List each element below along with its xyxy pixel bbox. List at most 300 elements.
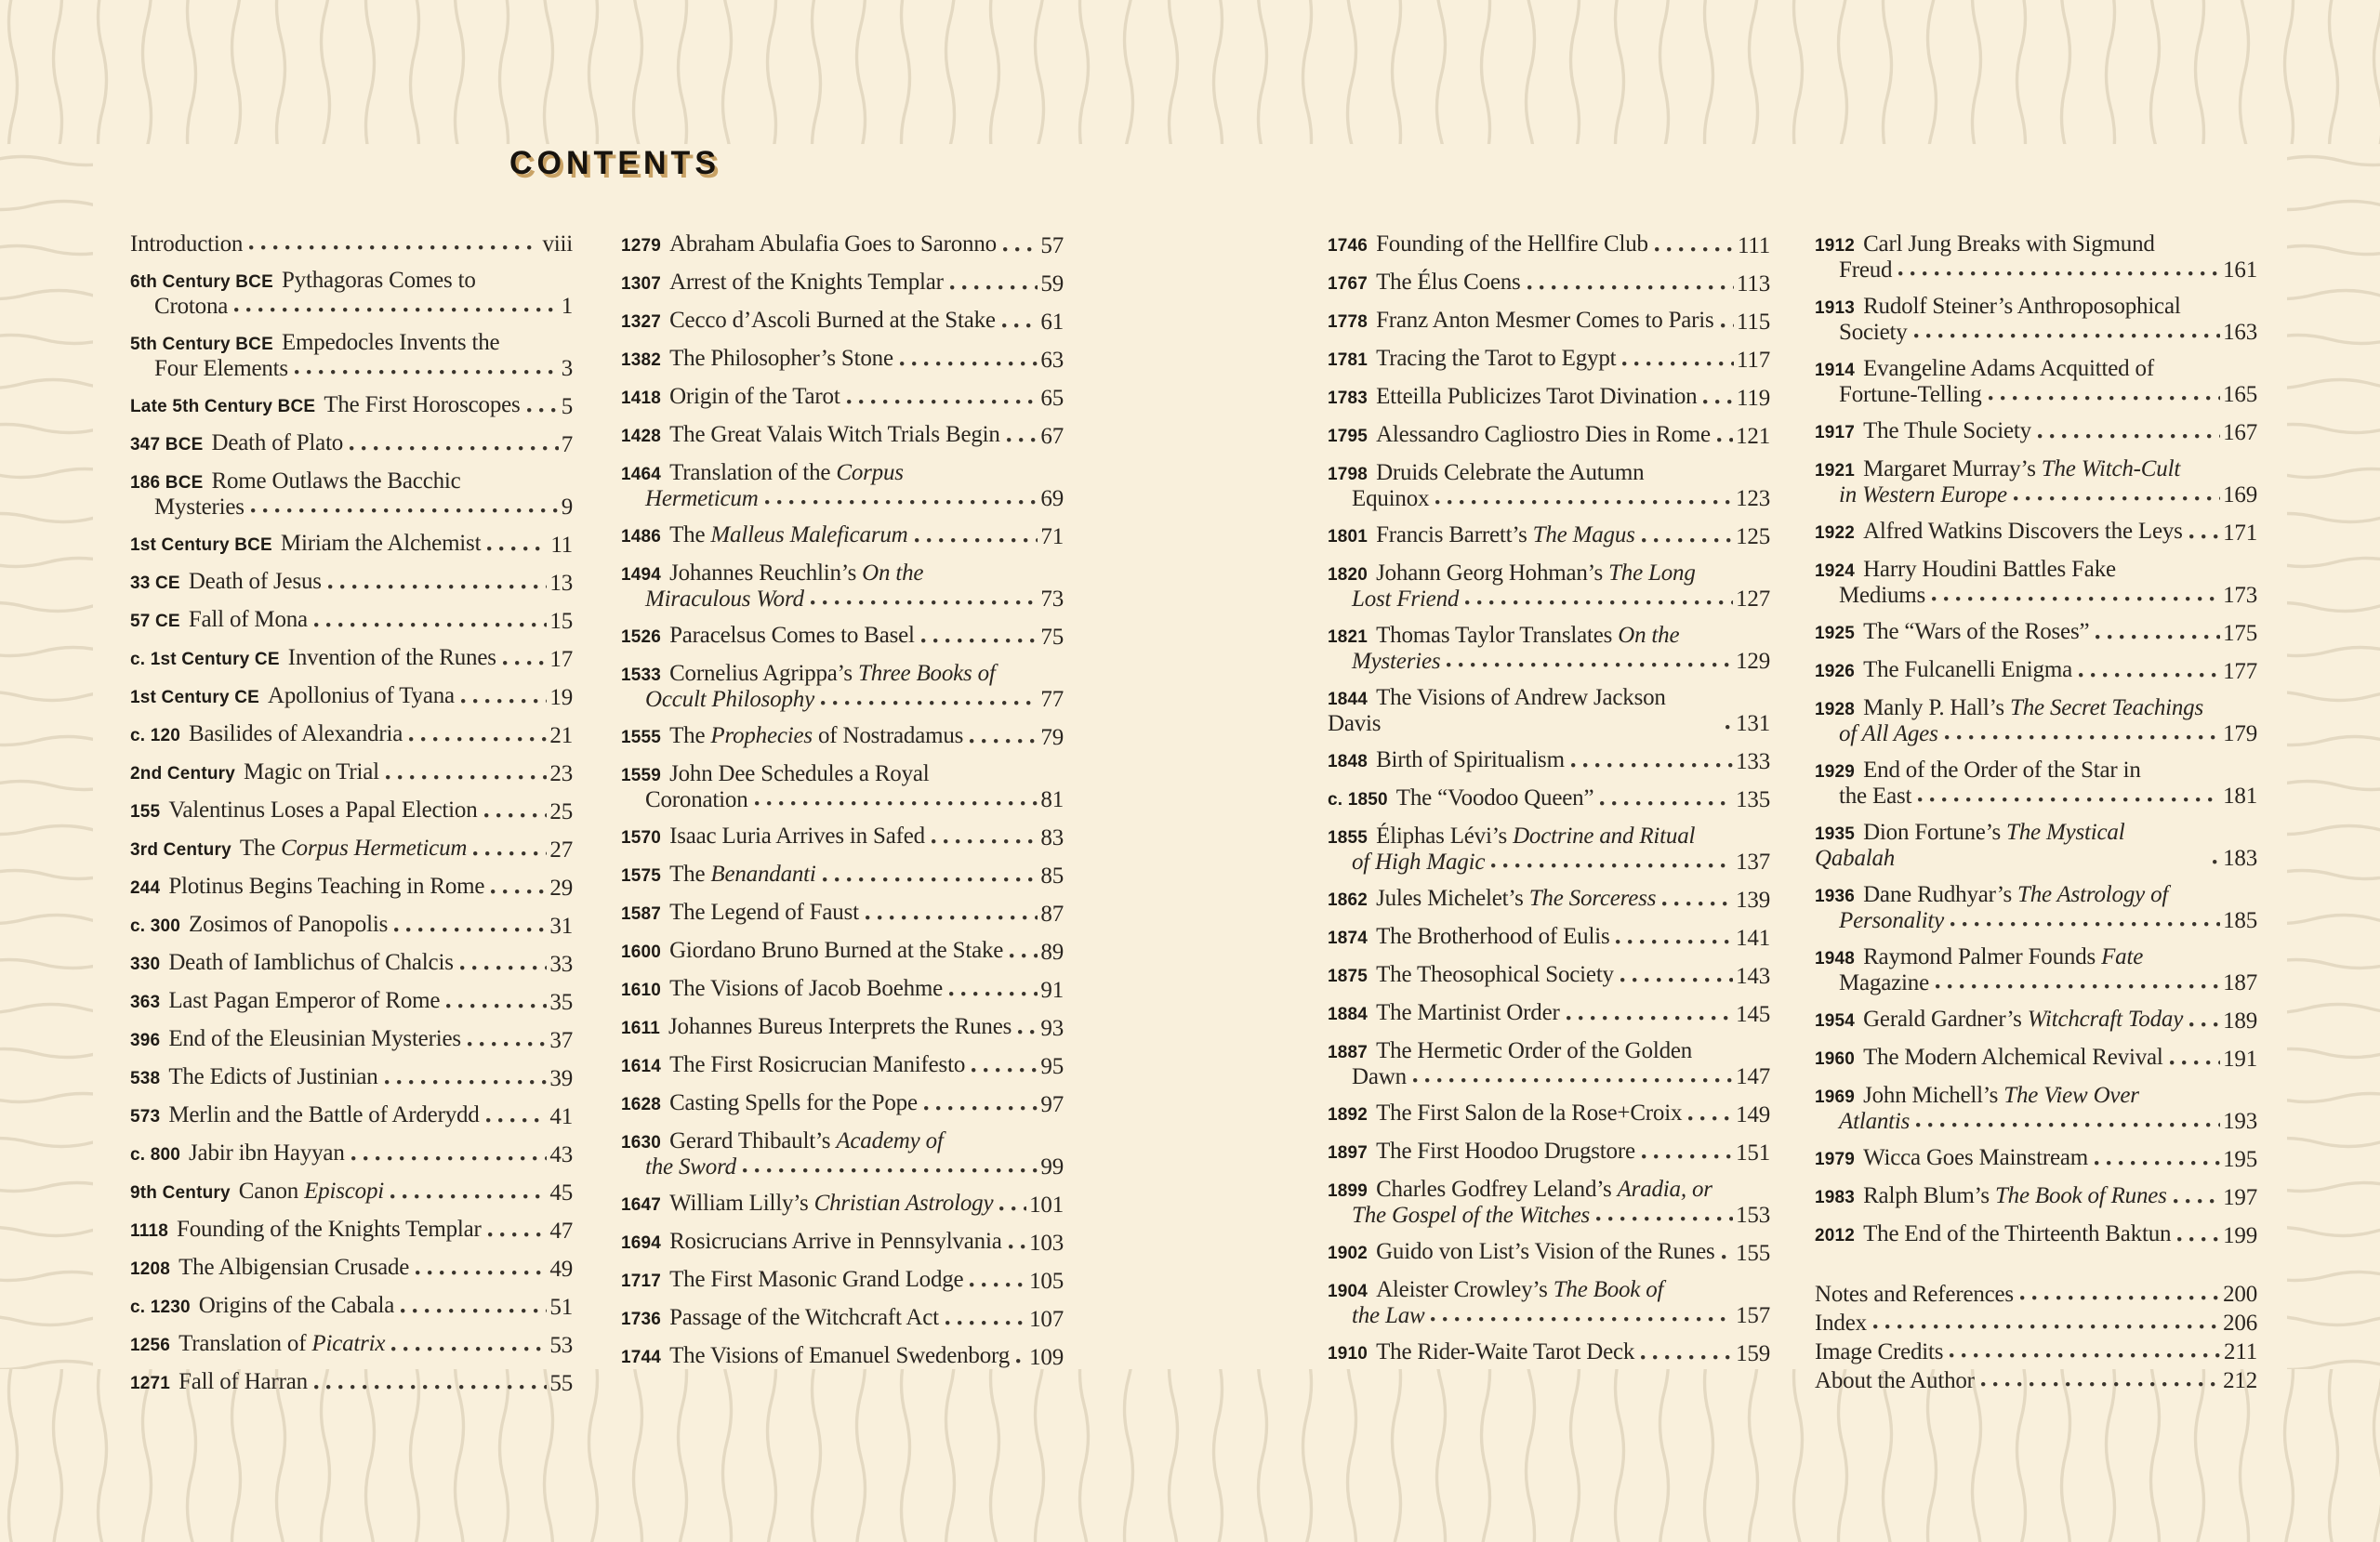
toc-entry-year: 1821: [1328, 627, 1368, 647]
toc-entry-year: 1736: [621, 1310, 662, 1329]
toc-entry: [1328, 1039, 1770, 1089]
dot-leader: [350, 433, 559, 457]
toc-entry-year: 1979: [1815, 1150, 1856, 1169]
toc-entry-year: 1954: [1815, 1011, 1856, 1031]
toc-entry-lastline: 1983 Ralph Blum’s The Book of Runes 197: [1815, 1183, 2257, 1210]
toc-entry: [130, 989, 573, 1015]
dot-leader: [1018, 1017, 1038, 1041]
page-number: 212: [2223, 1368, 2257, 1393]
dot-leader: [1016, 1346, 1026, 1370]
toc-entry-year: 1382: [621, 350, 662, 370]
toc-entry: [130, 570, 573, 596]
dot-leader: [1447, 650, 1733, 674]
toc-entry-lastline: Mediums 173: [1839, 583, 2257, 608]
page-number: 107: [1029, 1307, 1064, 1332]
dot-leader: [1010, 941, 1038, 965]
backmatter-entry: [1815, 1311, 2257, 1336]
page-number: 127: [1736, 586, 1770, 612]
dot-leader: [1641, 1342, 1733, 1366]
toc-entry: [1328, 824, 1770, 875]
page-number: 149: [1736, 1102, 1770, 1127]
toc-entry-year: 1935: [1815, 824, 1856, 844]
page-number: 119: [1737, 386, 1770, 411]
toc-entry: [130, 469, 573, 520]
toc-entry-lastline: 1848 Birth of Spiritualism 133: [1328, 747, 1770, 774]
toc-entry-lastline: Equinox 123: [1352, 486, 1770, 511]
page-number: 115: [1737, 310, 1770, 335]
toc-entry: [621, 423, 1064, 449]
toc-entry-lastline: 1587 The Legend of Faust 87: [621, 900, 1064, 927]
toc-entry: [621, 1015, 1064, 1041]
toc-entry: [1815, 1008, 2257, 1034]
dot-leader: [1527, 272, 1734, 297]
dot-leader: [2189, 1009, 2220, 1034]
toc-entry-year: 1533: [621, 666, 662, 685]
dot-leader: [1936, 971, 2220, 995]
dot-leader: [1571, 750, 1733, 774]
dot-leader: [401, 1296, 547, 1320]
page-number: 35: [549, 990, 573, 1015]
toc-entry-lastline: The Gospel of the Witches 153: [1352, 1203, 1770, 1228]
dot-leader: [1703, 387, 1734, 411]
dot-leader: [972, 1055, 1038, 1079]
dot-leader: [1950, 909, 2220, 933]
toc-entry-year: 1897: [1328, 1143, 1368, 1163]
dot-leader: [811, 587, 1038, 612]
toc-entry-lastline: 538 The Edicts of Justinian 39: [130, 1064, 573, 1091]
toc-entry-year: 1611: [621, 1019, 661, 1038]
toc-entry-year: 1256: [130, 1336, 171, 1355]
toc-entry-lastline: 1256 Translation of Picatrix 53: [130, 1331, 573, 1358]
toc-entry-year: 1559: [621, 766, 662, 785]
page-number: 21: [549, 723, 573, 748]
toc-entry: [1815, 620, 2257, 646]
dot-leader: [1989, 383, 2221, 407]
page-number: 171: [2223, 521, 2257, 546]
dot-leader: [1688, 1103, 1733, 1127]
dot-leader: [1642, 1141, 1733, 1166]
toc-entry-year: 1307: [621, 274, 662, 294]
toc-entry-lastline: 57 CE Fall of Mona 15: [130, 607, 573, 634]
toc-entry-lastline: c. 300 Zosimos of Panopolis 31: [130, 912, 573, 939]
dot-leader: [1981, 1369, 2220, 1393]
toc-entry-year: 1917: [1815, 423, 1856, 442]
toc-entry-line: 1912 Carl Jung Breaks with Sigmund: [1815, 231, 2155, 257]
toc-entry-lastline: 1862 Jules Michelet’s The Sorceress 139: [1328, 886, 1770, 913]
dot-leader: [1950, 1340, 2221, 1364]
toc-entry: [130, 1218, 573, 1244]
toc-entry-year: 1801: [1328, 527, 1368, 547]
toc-entry-lastline: Fortune-Telling 165: [1839, 382, 2257, 407]
toc-entry-year: c. 1850: [1328, 790, 1388, 810]
toc-entry: [621, 347, 1064, 373]
toc-entry-lastline: Dawn 147: [1352, 1064, 1770, 1089]
toc-entry-year: 396: [130, 1031, 161, 1050]
toc-entry: [130, 1180, 573, 1206]
toc-entry-lastline: 1884 The Martinist Order 145: [1328, 1000, 1770, 1027]
toc-entry: [1328, 461, 1770, 511]
toc-entry-year: 1555: [621, 728, 662, 747]
toc-entry-lastline: 1778 Franz Anton Mesmer Comes to Paris 115: [1328, 308, 1770, 335]
page-number: 191: [2223, 1047, 2257, 1072]
toc-entry: [621, 385, 1064, 411]
toc-entry: [130, 722, 573, 748]
page-number: 99: [1040, 1154, 1064, 1180]
page-number: 39: [549, 1066, 573, 1091]
toc-entry: [621, 624, 1064, 650]
dot-leader: [1932, 584, 2220, 608]
page-number: 53: [549, 1333, 573, 1358]
page-number: 189: [2223, 1008, 2257, 1034]
backmatter-entry: [1815, 1369, 2257, 1393]
dot-leader: [1600, 788, 1733, 812]
toc-entry-line: 1820 Johann Georg Hohman’s The Long: [1328, 560, 1696, 586]
toc-entry-line: 6th Century BCE Pythagoras Comes to: [130, 268, 476, 293]
toc-entry-year: 1844: [1328, 690, 1368, 709]
toc-entry-year: c. 800: [130, 1145, 181, 1165]
page-number: 49: [549, 1257, 573, 1282]
toc-entry-lastline: 1874 The Brotherhood of Eulis 141: [1328, 924, 1770, 951]
toc-entry-lastline: 1925 The “Wars of the Roses” 175: [1815, 619, 2257, 646]
page-number: 65: [1040, 386, 1064, 411]
toc-entry-year: 1969: [1815, 1087, 1856, 1107]
toc-entry: [621, 523, 1064, 549]
toc-entry: [1328, 624, 1770, 674]
page-number: 87: [1040, 902, 1064, 927]
page-number: 81: [1040, 787, 1064, 812]
toc-entry-year: c. 1st Century CE: [130, 650, 280, 669]
toc-entry: [621, 901, 1064, 927]
toc-entry: [130, 1103, 573, 1129]
dot-leader: [328, 572, 548, 596]
page-number: 69: [1040, 486, 1064, 511]
page-number: 67: [1040, 424, 1064, 449]
dot-leader: [487, 534, 548, 558]
toc-entry-lastline: 1570 Isaac Luria Arrives in Safed 83: [621, 824, 1064, 850]
page-number: 185: [2223, 908, 2257, 933]
toc-entry-year: 1795: [1328, 427, 1368, 446]
toc-entry-lastline: 1897 The First Hoodoo Drugstore 151: [1328, 1139, 1770, 1166]
dot-leader: [527, 395, 559, 419]
toc-entry-lastline: c. 120 Basilides of Alexandria 21: [130, 721, 573, 748]
toc-entry-year: 1912: [1815, 236, 1856, 256]
toc-entry: [1815, 1084, 2257, 1134]
toc-entry-lastline: 1600 Giordano Bruno Burned at the Stake 89: [621, 938, 1064, 965]
dot-leader: [1918, 784, 2220, 809]
page-number: 93: [1040, 1016, 1064, 1041]
toc-entry: [1815, 696, 2257, 746]
toc-entry-year: 1983: [1815, 1188, 1856, 1207]
toc-entry-lastline: 1892 The First Salon de la Rose+Croix 149: [1328, 1100, 1770, 1127]
toc-entry-year: 1922: [1815, 523, 1856, 543]
toc-entry-lastline: Personality 185: [1839, 908, 2257, 933]
toc-entry-year: 1744: [621, 1348, 662, 1367]
toc-entry-lastline: 1783 Etteilla Publicizes Tarot Divination 119: [1328, 384, 1770, 411]
toc-entry-year: 2nd Century: [130, 764, 236, 784]
toc-entry-year: 1327: [621, 312, 662, 332]
toc-entry-lastline: About the Author 212: [1815, 1368, 2257, 1393]
toc-entry: [621, 232, 1064, 258]
toc-entry-line: 1914 Evangeline Adams Acquitted of: [1815, 356, 2154, 381]
toc-entry-lastline: Introduction viii: [130, 231, 573, 257]
page-number: 9: [561, 494, 573, 520]
dot-leader: [1567, 1003, 1733, 1027]
toc-entry-lastline: 1954 Gerald Gardner’s Witchcraft Today 189: [1815, 1007, 2257, 1034]
toc-entry: [130, 331, 573, 381]
toc-entry-line: 1948 Raymond Palmer Founds Fate: [1815, 944, 2144, 969]
dot-leader: [949, 979, 1038, 1003]
page-number: 173: [2223, 583, 2257, 608]
toc-entry-year: 1855: [1328, 828, 1368, 848]
page-number: 133: [1736, 749, 1770, 774]
toc-entry-lastline: 1614 The First Rosicrucian Manifesto 95: [621, 1052, 1064, 1079]
toc-entry: [130, 232, 573, 257]
page-number: 37: [549, 1028, 573, 1053]
page-number: 43: [549, 1142, 573, 1167]
toc-entry-line: 1855 Éliphas Lévi’s Doctrine and Ritual: [1328, 824, 1696, 849]
toc-entry: [1815, 821, 2257, 871]
toc-entry-year: 1783: [1328, 389, 1368, 408]
dot-leader: [1914, 321, 2221, 345]
dot-leader: [461, 686, 547, 710]
toc-entry-lastline: Index 206: [1815, 1311, 2257, 1336]
page-number: 206: [2223, 1311, 2257, 1336]
toc-entry-year: 1647: [621, 1195, 662, 1215]
page-number: 85: [1040, 863, 1064, 889]
toc-entry-year: 1848: [1328, 752, 1368, 771]
dot-leader: [1622, 349, 1734, 373]
toc-entry: [130, 1332, 573, 1358]
dot-leader: [2213, 847, 2220, 871]
wave-pattern-right: [2287, 144, 2380, 1369]
toc-entry-line: 1924 Harry Houdini Battles Fake: [1815, 557, 2116, 582]
toc-entry-year: 330: [130, 955, 161, 974]
toc-entry-year: 1904: [1328, 1282, 1368, 1301]
page-number: 31: [549, 914, 573, 939]
page-number: 123: [1736, 486, 1770, 511]
page-number: 121: [1736, 424, 1770, 449]
toc-entry-year: 1874: [1328, 929, 1368, 948]
dot-leader: [921, 626, 1038, 650]
toc-entry-lastline: 1795 Alessandro Cagliostro Dies in Rome 121: [1328, 422, 1770, 449]
toc-entry: [1815, 1146, 2257, 1172]
toc-entry-lastline: 573 Merlin and the Battle of Arderydd 41: [130, 1102, 573, 1129]
page-number: 125: [1736, 524, 1770, 549]
dot-leader: [1003, 234, 1038, 258]
page-number: 105: [1029, 1269, 1064, 1294]
toc-entry: [621, 824, 1064, 850]
toc-entry: [1328, 232, 1770, 258]
toc-entry: [1328, 925, 1770, 951]
dot-leader: [460, 953, 548, 977]
toc-entry: [1815, 457, 2257, 507]
page-number: 183: [2223, 846, 2257, 871]
page-number: 163: [2223, 320, 2257, 345]
toc-entry: [1328, 1178, 1770, 1228]
page-number: 25: [549, 799, 573, 824]
toc-entry: [621, 1053, 1064, 1079]
dot-leader: [765, 487, 1038, 511]
toc-entry-lastline: 1271 Fall of Harran 55: [130, 1369, 573, 1396]
toc-entry: [130, 532, 573, 558]
toc-entry: [621, 939, 1064, 965]
toc-entry: [130, 684, 573, 710]
toc-entry: [1815, 357, 2257, 407]
toc-entry-lastline: the Sword 99: [645, 1154, 1064, 1180]
toc-entry-lastline: 1875 The Theosophical Society 143: [1328, 962, 1770, 989]
page-number: 47: [549, 1219, 573, 1244]
page-number: 57: [1040, 233, 1064, 258]
dot-leader: [488, 1219, 548, 1244]
toc-entry-line: 1494 Johannes Reuchlin’s On the: [621, 560, 924, 586]
toc-entry-year: 1464: [621, 465, 662, 484]
toc-entry: [130, 608, 573, 634]
toc-entry-year: 2012: [1815, 1226, 1856, 1245]
toc-entry: [130, 1256, 573, 1282]
page-number: 199: [2223, 1223, 2257, 1248]
toc-column-3: [1328, 232, 1770, 1408]
dot-leader: [2038, 421, 2220, 445]
page-number: 7: [561, 432, 573, 457]
toc-entry-lastline: 9th Century Canon Episcopi 45: [130, 1179, 573, 1206]
page-number: 177: [2223, 659, 2257, 684]
toc-entry-year: 1418: [621, 389, 662, 408]
toc-entry-lastline: Four Elements 3: [154, 356, 573, 381]
dot-leader: [1009, 1232, 1027, 1256]
dot-leader: [970, 726, 1038, 750]
toc-entry-lastline: the Law 157: [1352, 1303, 1770, 1328]
toc-entry: [621, 461, 1064, 511]
toc-entry: [1328, 523, 1770, 549]
toc-entry-lastline: 1717 The First Masonic Grand Lodge 105: [621, 1267, 1064, 1294]
page-number: 135: [1736, 787, 1770, 812]
toc-entry: [1815, 1184, 2257, 1210]
toc-entry: [1328, 270, 1770, 297]
toc-entry-year: c. 120: [130, 726, 181, 745]
toc-entry-year: 1936: [1815, 887, 1856, 906]
toc-entry-year: 1118: [130, 1221, 168, 1241]
dot-leader: [1722, 1242, 1734, 1266]
toc-entry: [1815, 758, 2257, 809]
toc-entry-year: 1778: [1328, 312, 1368, 332]
wave-pattern-left: [0, 144, 93, 1369]
toc-entry-line: 1887 The Hermetic Order of the Golden: [1328, 1038, 1693, 1063]
toc-entry-lastline: Atlantis 193: [1839, 1109, 2257, 1134]
dot-leader: [234, 295, 559, 319]
toc-entry-year: c. 1230: [130, 1298, 191, 1317]
toc-entry-year: 186 BCE: [130, 473, 204, 493]
toc-entry: [130, 875, 573, 901]
toc-entry-lastline: 1910 The Rider-Waite Tarot Deck 159: [1328, 1339, 1770, 1366]
page-number: 109: [1029, 1345, 1064, 1370]
toc-entry: [621, 1344, 1064, 1370]
toc-entry: [1328, 1001, 1770, 1027]
page-number: 79: [1040, 725, 1064, 750]
toc-entry: [621, 724, 1064, 750]
page-number: 95: [1040, 1054, 1064, 1079]
dot-leader: [416, 1258, 547, 1282]
toc-entry: [621, 977, 1064, 1003]
page-number: 45: [549, 1180, 573, 1206]
page-number: 55: [549, 1371, 573, 1396]
toc-entry-year: 1st Century CE: [130, 688, 260, 707]
dot-leader: [924, 1093, 1038, 1117]
dot-leader: [1726, 712, 1733, 736]
toc-entry: [1328, 561, 1770, 612]
toc-entry: [1328, 423, 1770, 449]
toc-entry-lastline: 1st Century CE Apollonius of Tyana 19: [130, 683, 573, 710]
toc-entry-line: 1559 John Dee Schedules a Royal: [621, 761, 930, 786]
toc-entry-year: 1279: [621, 236, 662, 256]
page-number: 113: [1737, 271, 1770, 297]
toc-entry: [621, 762, 1064, 812]
dot-leader: [950, 272, 1038, 297]
toc-entry: [1328, 748, 1770, 774]
toc-entry-year: 1884: [1328, 1005, 1368, 1024]
toc-entry-lastline: 244 Plotinus Begins Teaching in Rome 29: [130, 874, 573, 901]
dot-leader: [1662, 889, 1733, 913]
dot-leader: [295, 357, 559, 381]
dot-leader: [1642, 525, 1733, 549]
page-number: 181: [2223, 784, 2257, 809]
toc-entry: [1328, 1240, 1770, 1266]
toc-entry-lastline: Notes and References 200: [1815, 1282, 2257, 1307]
toc-entry-lastline: 1382 The Philosopher’s Stone 63: [621, 346, 1064, 373]
dot-leader: [2096, 622, 2220, 646]
toc-entry-lastline: 1208 The Albigensian Crusade 49: [130, 1255, 573, 1282]
toc-entry-lastline: 1327 Cecco d’Ascoli Burned at the Stake 61: [621, 308, 1064, 335]
dot-leader: [1717, 425, 1733, 449]
toc-entry-year: 155: [130, 802, 161, 822]
toc-entry-year: 1925: [1815, 624, 1856, 643]
toc-entry: [1815, 295, 2257, 345]
toc-entry: [130, 837, 573, 863]
page-number: 131: [1736, 711, 1770, 736]
toc-entry-year: 6th Century BCE: [130, 272, 273, 292]
toc-entry-lastline: 330 Death of Iamblichus of Chalcis 33: [130, 950, 573, 977]
dot-leader: [314, 1372, 547, 1396]
page-number: 97: [1040, 1092, 1064, 1117]
dot-leader: [945, 1308, 1026, 1332]
dot-leader: [2079, 660, 2220, 684]
page-number: 33: [549, 952, 573, 977]
toc-entry-year: 33 CE: [130, 573, 180, 593]
page-number: 71: [1040, 524, 1064, 549]
toc-entry-lastline: Occult Philosophy 77: [645, 687, 1064, 712]
page-number: 187: [2223, 970, 2257, 995]
toc-entry-lastline: 1844 The Visions of Andrew Jackson Davis 131: [1328, 685, 1770, 736]
backmatter-entry: [1815, 1283, 2257, 1307]
toc-entry-lastline: 1926 The Fulcanelli Enigma 177: [1815, 657, 2257, 684]
toc-entry: [1815, 520, 2257, 546]
toc-entry-lastline: Lost Friend 127: [1352, 586, 1770, 612]
dot-leader: [249, 232, 539, 257]
dot-leader: [900, 349, 1038, 373]
page-number: 165: [2223, 382, 2257, 407]
toc-entry-year: 1428: [621, 427, 662, 446]
toc-entry: [130, 798, 573, 824]
toc-entry: [621, 1129, 1064, 1180]
toc-entry-line: 1533 Cornelius Agrippa’s Three Books of: [621, 661, 996, 686]
toc-entry-lastline: 1935 Dion Fortune’s The Mystical Qabalah 183: [1815, 820, 2257, 871]
toc-entry-year: 1902: [1328, 1244, 1368, 1263]
toc-entry: [1328, 1101, 1770, 1127]
toc-entry: [130, 913, 573, 939]
dot-leader: [385, 1067, 548, 1091]
toc-entry: [621, 662, 1064, 712]
dot-leader: [1916, 1110, 2220, 1134]
dot-leader: [1945, 722, 2220, 746]
